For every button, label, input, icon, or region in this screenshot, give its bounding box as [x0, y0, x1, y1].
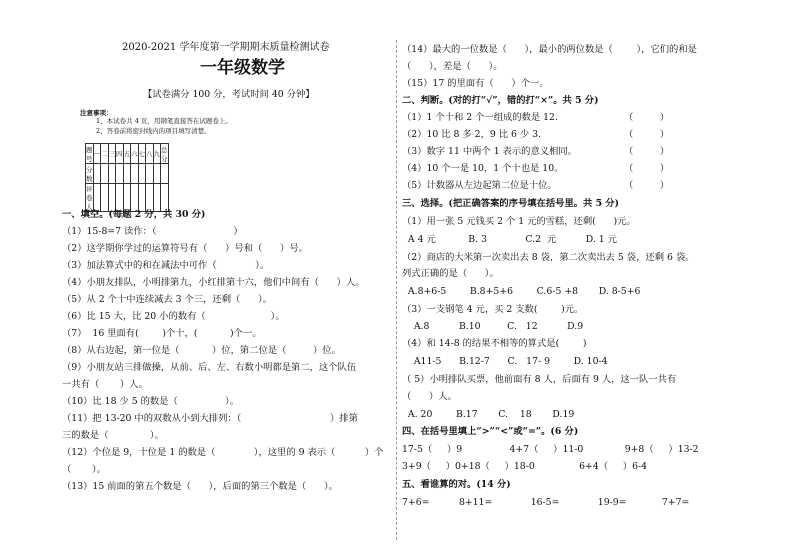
section-2-title: 二、判断。(对的打“√”，错的打“×”。共 5 分): [402, 95, 599, 106]
section-1-title: 一、填空。(每题 2 分，共 30 分): [62, 209, 206, 220]
choice-5-options: A. 20 B.17 C. 18 D.19: [402, 409, 575, 420]
score-cell: 六: [131, 144, 139, 164]
score-row: [86, 164, 169, 184]
subject-title: 一年级数学: [200, 58, 285, 78]
question-fill-14-cont: （ ），差是（ ）。: [402, 61, 503, 72]
choice-1-options: A 4 元 B. 3 C.2 元 D. 1 元: [402, 234, 617, 245]
score-cell: 三: [108, 144, 116, 164]
score-row-label: 分数: [86, 165, 93, 183]
score-cell: 题号: [86, 145, 93, 163]
section-5-title: 五、看谁算的对。(14 分): [402, 479, 511, 490]
question-fill-9-cont: 一共有（ ）人。: [62, 379, 148, 390]
question-fill-12: （12）个位是 9，十位是 1 的数是（ ），这里的 9 表示（ ）个: [62, 447, 384, 458]
judge-4-paren: （ ）: [624, 163, 670, 174]
score-cell: 五: [123, 144, 131, 164]
calc-row-1: 7+6= 8+11= 16-5= 19-9= 7+7=: [402, 497, 690, 508]
choice-1: （1）用一张 5 元钱买 2 个 1 元的雪糕，还剩( )元。: [402, 216, 636, 227]
notice-title: 注意事项：: [80, 109, 113, 117]
judge-2: （2）10 比 8 多 2，9 比 6 少 3.: [402, 129, 541, 140]
choice-5: （ 5）小明排队买票，他前面有 8 人，后面有 9 人，这一队一共有: [402, 374, 677, 385]
score-table: [85, 143, 169, 212]
question-fill-12-cont: （ ）。: [62, 464, 106, 475]
question-fill-14: （14）最大的一位数是（ ），最小的两位数是（ ），它们的和是: [402, 44, 697, 55]
judge-2-paren: （ ）: [624, 129, 670, 140]
compare-row-2: 3+9（ ）0+18（ ）18-0 6+4（ ）6-4: [402, 461, 648, 472]
judge-3-paren: （ ）: [624, 146, 670, 157]
exam-title: 2020-2021 学年度第一学期期末质量检测试卷: [122, 42, 330, 53]
score-cell: 总分: [161, 145, 168, 163]
choice-4-options: A11-5 B.12-7 C. 17- 9 D. 10-4: [402, 356, 608, 367]
score-table-header: [86, 144, 169, 164]
notice-2: 2、答卷前将密封线内的项目填写清楚。: [96, 127, 211, 135]
question-fill-4: （4）小朋友排队，小明排第九，小红排第十六，他们中间有（ ）人。: [62, 277, 365, 288]
judge-4: （4）10 个一是 10，1 个十也是 10。: [402, 163, 564, 174]
choice-4: （4）和 14-8 的结果不相等的算式是( ): [402, 338, 587, 349]
choice-5-cont: （ ）人。: [402, 391, 457, 402]
judge-3: （3）数字 11 中两个 1 表示的意义相同。: [402, 146, 577, 157]
score-cell: 四: [116, 144, 124, 164]
question-fill-10: （10）比 18 少 5 的数是（ ）。: [62, 396, 239, 407]
grader-row-label: 评卷人: [86, 185, 93, 211]
question-fill-1: （1）15-8=7 读作：（ ）: [62, 226, 243, 237]
question-fill-11-cont: 三的数是（ ）。: [62, 430, 164, 441]
notice-1: 1、本试卷共 4 页，用钢笔直接答在试题卷上。: [96, 117, 232, 125]
question-fill-9: （9）小朋友站三排做操，从前、后、左、右数小明都是第二，这个队伍: [62, 362, 357, 373]
section-3-title: 三、选择。(把正确答案的序号填在括号里。共 5 分): [402, 198, 619, 209]
column-divider: [396, 40, 397, 540]
compare-row-1: 17-5（ ）9 4+7（ ）11-0 9+8（ ）13-2: [402, 444, 699, 455]
grader-row: [86, 184, 169, 212]
question-fill-5: （5）从 2 个十中连续减去 3 个三，还剩（ ）。: [62, 294, 272, 305]
judge-5: （5）计数器从左边起第二位是十位。: [402, 180, 557, 191]
judge-1-paren: （ ）: [624, 112, 670, 123]
question-fill-6: （6）比 15 大，比 20 小的数有（ ）。: [62, 311, 285, 322]
choice-3-options: A.8 B.10 C. 12 D.9: [402, 321, 584, 332]
question-fill-13: （13）15 前面的第五个数是（ ），后面的第三个数是（ ）。: [62, 481, 338, 492]
question-fill-15: （15）17 的里面有（ ）个一。: [402, 78, 549, 89]
score-cell: 七: [138, 144, 146, 164]
time-note: 【试卷满分 100 分，考试时间 40 分钟】: [143, 89, 315, 100]
question-fill-7: （7） 16 里面有( )个十，( )个一。: [62, 328, 262, 339]
choice-2-cont: 列式正确的是（ ）。: [402, 268, 499, 279]
question-fill-2: （2）这学期你学过的运算符号有（ ）号和（ ）号。: [62, 243, 308, 254]
score-cell: 九: [153, 144, 161, 164]
question-fill-3: （3）加法算式中的和在减法中可作（ ）。: [62, 260, 270, 271]
choice-3: （3）一支钢笔 4 元，买 2 支数( )元。: [402, 304, 584, 315]
judge-1: （1）1 个十和 2 个一组成的数是 12.: [402, 112, 558, 123]
choice-2: （2）商店的大米第一次卖出去 8 袋，第二次卖出去 5 袋，还剩 6 袋。: [402, 252, 695, 263]
section-4-title: 四、在括号里填上“>”“<”或“=”。(6 分): [402, 426, 579, 437]
score-cell: 八: [146, 144, 154, 164]
choice-2-options: A.8+6-5 B.8+5+6 C.6-5 +8 D. 8-5+6: [402, 286, 641, 297]
score-cell: 一: [93, 144, 101, 164]
question-fill-8: （8）从右边起，第一位是（ ）位，第二位是（ ）位。: [62, 345, 341, 356]
question-fill-11: （11）把 13-20 中的双数从小到大排列：（ ）排第: [62, 413, 358, 424]
judge-5-paren: （ ）: [624, 180, 670, 191]
score-cell: 二: [101, 144, 109, 164]
